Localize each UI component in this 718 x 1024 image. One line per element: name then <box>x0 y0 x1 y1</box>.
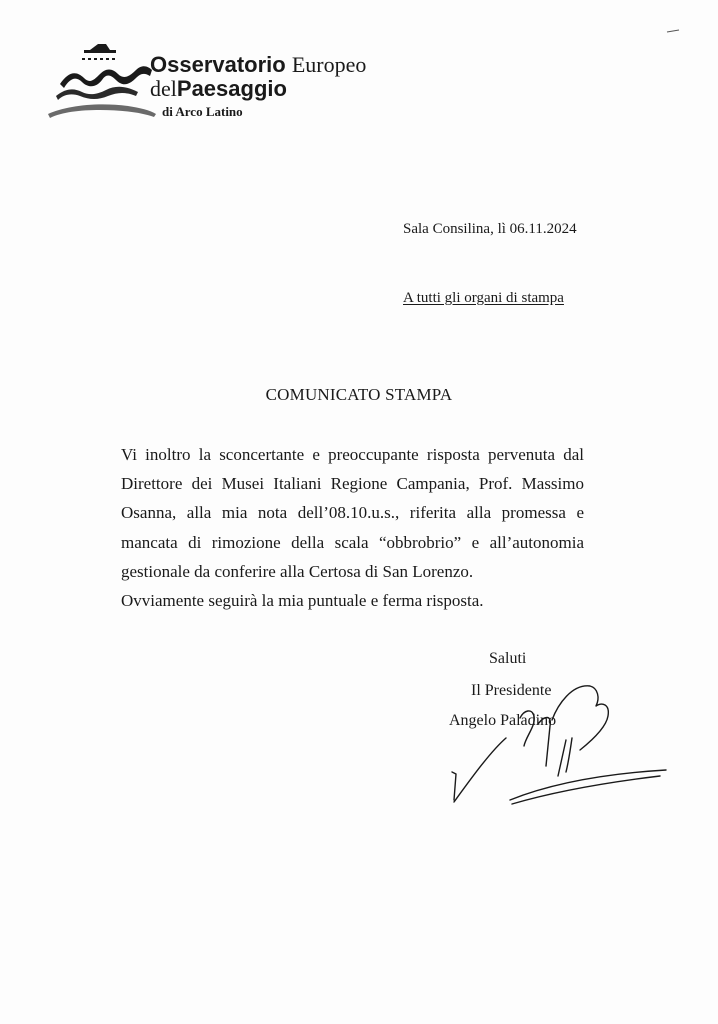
recipient-line: A tutti gli organi di stampa <box>403 290 564 306</box>
logo-line-2-regular: del <box>150 76 177 101</box>
body-paragraph: Vi inoltro la sconcertante e preoccupante risposta pervenuta dal Direttore dei Musei Italiani Regione Campania, Prof. Massimo Osanna, alla mia nota dell’08.10.u.s., riferita alla promessa e mancata di rimozione della scala “obbrobrio” e all’autonomia gestionale da conferire alla Certosa di San Lorenzo. <box>121 445 584 581</box>
landscape-logo-icon <box>46 40 158 122</box>
logo-line-2 <box>150 78 366 100</box>
place-date: Sala Consilina, lì 06.11.2024 <box>403 221 577 237</box>
logo-line-1-regular: Europeo <box>291 52 367 77</box>
logo-wordmark <box>150 54 366 118</box>
body-closing-line: Ovviamente seguirà la mia puntuale e ferma risposta. <box>121 591 484 611</box>
document-title: COMUNICATO STAMPA <box>265 385 453 404</box>
scan-mark-icon <box>666 28 680 34</box>
logo-line-3: di Arco Latino <box>162 104 243 119</box>
body-text <box>121 440 584 615</box>
signature-icon <box>440 680 670 820</box>
greeting: Saluti <box>489 650 527 667</box>
signer-name: Angelo Paladino <box>449 712 557 729</box>
logo-line-2-bold: Paesaggio <box>176 76 287 101</box>
logo-line-1 <box>150 54 366 76</box>
signer-role: Il Presidente <box>471 682 552 699</box>
logo-line-1-bold: Osservatorio <box>150 52 286 77</box>
